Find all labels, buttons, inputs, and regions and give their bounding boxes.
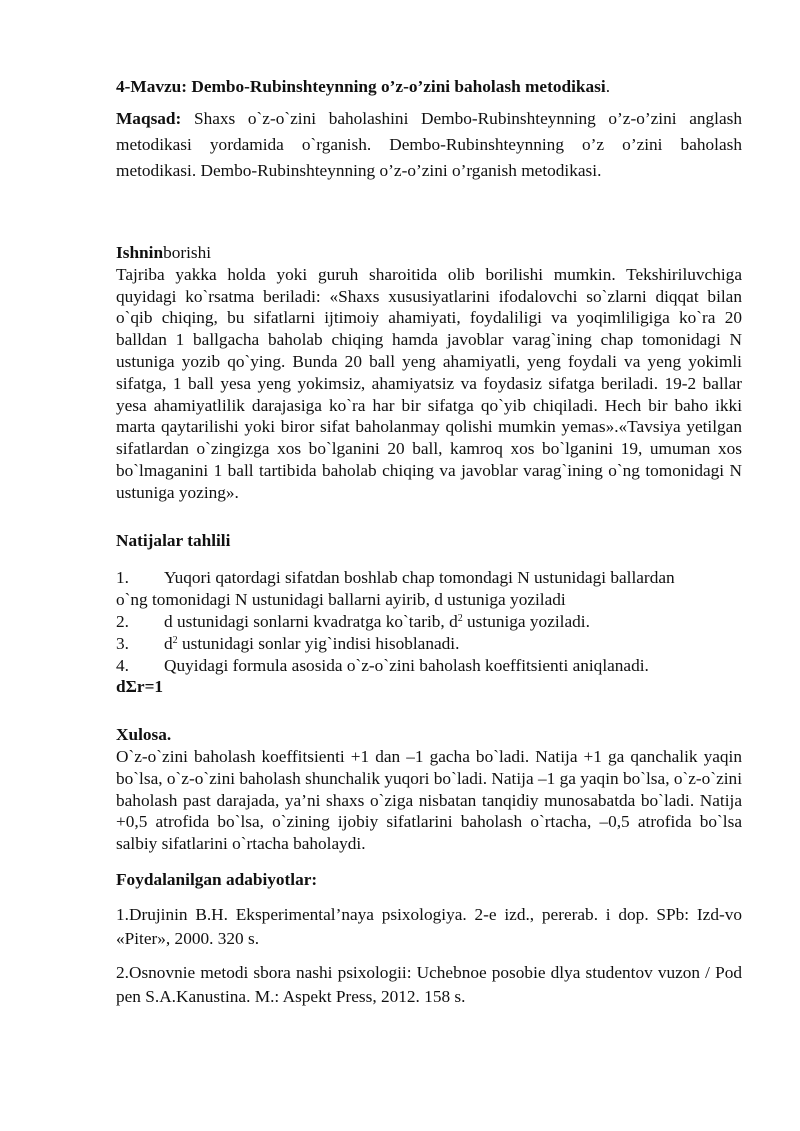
- procedure-text: Tajriba yakka holda yoki guruh sharoitida olib borilishi mumkin. Tekshiriluvchiga quyidagi ko`rsatma beriladi: «Shaxs xususiyatlarini ifodalovchi so`zlarni diqqat bilan o`qib chiqing, bu sifatlarni ijtimoiy ahamiyati, foydaliligi va yoqimliligiga ko`ra 20 balldan 1 ballgacha baholab chiqing hamda javoblar varag`ining chap tomonidagi N ustuniga yozib qo`ying. Bunda 20 ball yeng ahamiyatli, yeng foydali va yeng yokimli sifatga, 1 ball yesa yeng yokimsiz, ahamiyatsiz va foydasiz sifatga beriladi. 19-2 ballar yesa ahamiyatlilik darajasiga ko`ra har bir sifatga qo`yib chiqiladi. Hech bir baho ikki marta qaytarilishi yoki biror sifat baholanmay qolishi mumkin yemas».«Tavsiya yetilgan sifatlardan o`zingizga xos bo`lganini 20 ball, kamroq xos bo`lganini 19, umuman xos bo`lmaganini 1 ball tartibida baholab chiqing va javoblar varag`ining o`ng tomonidagi N ustuniga yozing».: [116, 264, 742, 502]
- list-text-part: ustunidagi sonlar yig`indisi hisoblanadi.: [177, 633, 460, 653]
- list-text-part: d ustunidagi sonlarni kvadratga ko`tarib, d: [164, 611, 458, 631]
- list-item: [116, 633, 742, 655]
- list-item: [116, 611, 742, 633]
- formula: dΣr=1: [116, 677, 164, 697]
- list-text: [164, 611, 742, 633]
- references-heading: Foydalanilgan adabiyotlar:: [116, 869, 318, 889]
- list-number: 3.: [116, 633, 129, 653]
- conclusion-text: O`z-o`zini baholash koeffitsienti +1 dan –1 gacha bo`ladi. Natija +1 ga qanchalik yaqin bo`lsa, o`z-o`zini baholash shunchalik yuqori bo`ladi. Natija –1 ga yaqin bo`lsa, o`z-o`zini baholash past darajada, ya’ni shaxs o`ziga nisbatan tanqidiy munosabatda bo`ladi. Natija +0,5 atrofida bo`lsa, o`zining ijobiy sifatlarini baholash o`rtacha, –0,5 atrofida bo`lsa salbiy sifatlarini o`rtacha baholaydi.: [116, 746, 742, 854]
- procedure-heading: [116, 242, 742, 264]
- list-number: 1.: [116, 568, 129, 588]
- document-page: [116, 74, 742, 1019]
- procedure-heading-rest: borishi: [163, 243, 212, 262]
- goal-label: Maqsad:: [116, 109, 182, 128]
- spacer: [116, 698, 742, 724]
- conclusion-heading: Xulosa.: [116, 725, 172, 745]
- list-text-part: ustuniga yoziladi.: [462, 611, 590, 631]
- list-text: [164, 633, 742, 655]
- title-period: .: [605, 77, 611, 96]
- page-title: [116, 74, 742, 100]
- list-number: 4.: [116, 655, 129, 675]
- spacer: [116, 184, 742, 242]
- list-number: 2.: [116, 611, 129, 631]
- list-text: Yuqori qatordagi sifatdan boshlab chap tomondagi N ustunidagi ballardan: [164, 568, 675, 588]
- goal-paragraph: [116, 106, 742, 184]
- analysis-heading: Natijalar tahlili: [116, 530, 231, 550]
- procedure-heading-bold: Ishnin: [116, 243, 164, 262]
- goal-text: Shaxs o`z-o`zini baholashini Dembo-Rubinshteynning o’z-o’zini anglash metodikasi yordamida o`rganish. Dembo-Rubinshteynning o’z o’zini baholash metodikasi. Dembo-Rubinshteynning o’z-o’zini o’rganish metodikasi.: [116, 109, 742, 180]
- superscript: 2: [457, 612, 463, 624]
- list-text-part: d: [164, 633, 173, 653]
- list-text: Quyidagi formula asosida o`z-o`zini baholash koeffitsienti aniqlanadi.: [164, 655, 649, 675]
- list-item: [116, 567, 742, 589]
- title-text: 4-Mavzu: Dembo-Rubinshteynning o’z-o’zini baholash metodikasi: [116, 77, 606, 96]
- superscript: 2: [172, 634, 178, 646]
- spacer: [116, 551, 742, 567]
- spacer: [116, 855, 742, 867]
- reference-item: 1.Drujinin B.H. Eksperimental’naya psixologiya. 2-e izd., pererab. i dop. SPb: Izd-vo «Piter», 2000. 320 s.: [116, 904, 742, 948]
- reference-item: 2.Osnovnie metodi sbora nashi psixologii: Uchebnoe posobie dlya studentov vuzon / Pod pen S.A.Kanustina. M.: Aspekt Press, 2012. 158 s.: [116, 962, 742, 1006]
- list-item: [116, 655, 742, 677]
- spacer: [116, 504, 742, 530]
- list-text-continuation: o`ng tomonidagi N ustunidagi ballarni ayirib, d ustuniga yoziladi: [116, 590, 566, 610]
